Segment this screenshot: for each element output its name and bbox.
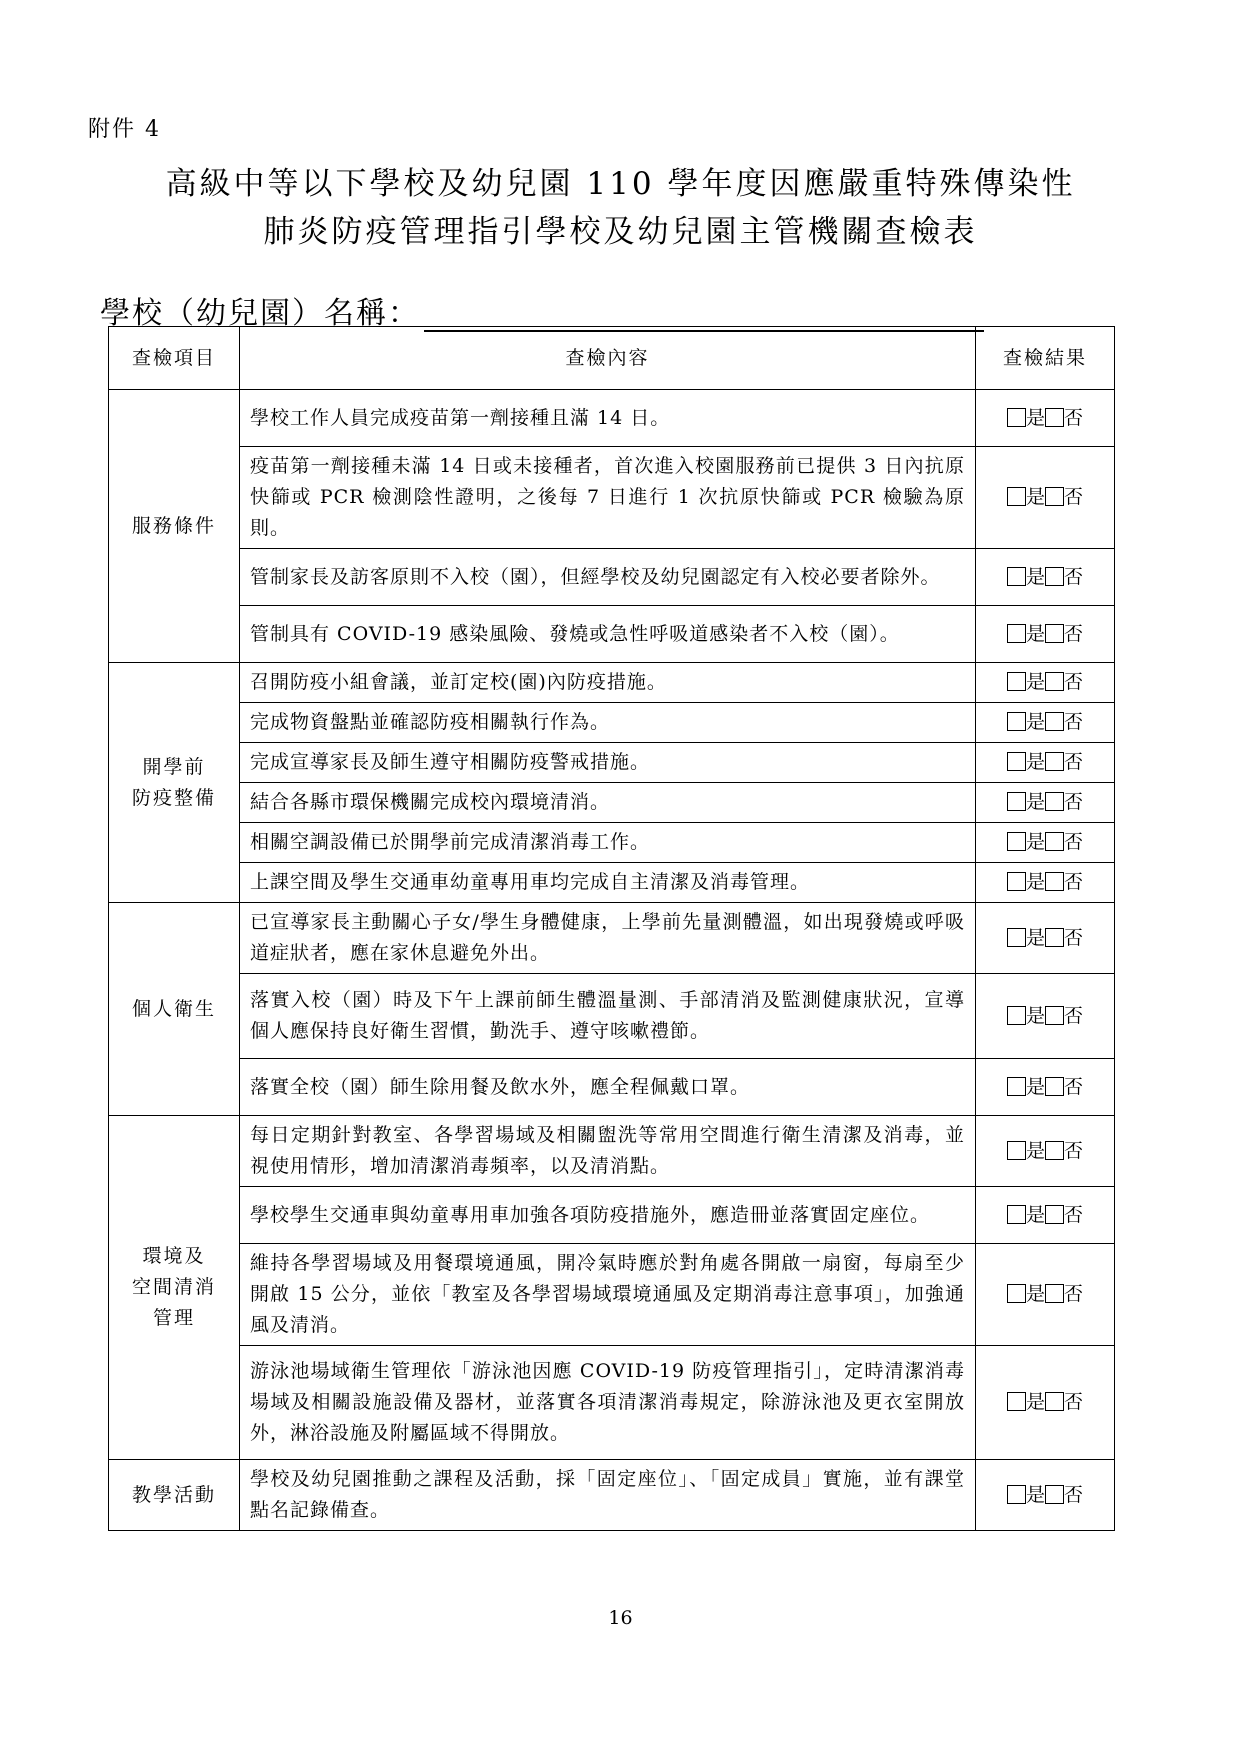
check-content: 落實全校（園）師生除用餐及飲水外，應全程佩戴口罩。 xyxy=(240,1059,976,1116)
yes-label: 是 xyxy=(1025,622,1045,645)
no-label: 否 xyxy=(1064,926,1084,949)
check-result xyxy=(976,783,1115,823)
checklist-table xyxy=(108,326,1115,1531)
yes-label: 是 xyxy=(1025,565,1045,588)
table-row xyxy=(109,1346,1115,1460)
no-label: 否 xyxy=(1064,565,1084,588)
yes-label: 是 xyxy=(1025,1483,1045,1506)
table-row xyxy=(109,549,1115,606)
no-label: 否 xyxy=(1064,671,1084,693)
yes-label: 是 xyxy=(1025,1283,1045,1305)
category-label: 開學前 xyxy=(142,755,206,778)
category-cell xyxy=(109,663,240,903)
check-result xyxy=(976,903,1115,974)
yes-label: 是 xyxy=(1025,751,1045,773)
check-result xyxy=(976,863,1115,903)
table-row xyxy=(109,1460,1115,1531)
yes-checkbox[interactable] xyxy=(1007,1006,1026,1025)
yes-checkbox[interactable] xyxy=(1007,712,1026,731)
category-label: 防疫整備 xyxy=(131,786,216,809)
yes-checkbox[interactable] xyxy=(1007,928,1026,947)
yes-checkbox[interactable] xyxy=(1007,872,1026,891)
category-label: 環境及 xyxy=(142,1245,206,1267)
yes-label: 是 xyxy=(1025,486,1045,508)
school-name-label: 學校（幼兒園）名稱： xyxy=(100,296,420,331)
no-checkbox[interactable] xyxy=(1045,872,1064,891)
yes-label: 是 xyxy=(1025,1075,1045,1098)
no-checkbox[interactable] xyxy=(1045,1485,1064,1504)
check-content: 召開防疫小組會議，並訂定校(園)內防疫措施。 xyxy=(240,663,976,703)
check-content: 完成物資盤點並確認防疫相關執行作為。 xyxy=(240,703,976,743)
page-number: 16 xyxy=(608,1607,633,1629)
no-checkbox[interactable] xyxy=(1045,1141,1064,1160)
yes-label: 是 xyxy=(1025,926,1045,949)
yes-checkbox[interactable] xyxy=(1007,1392,1026,1411)
check-result xyxy=(976,743,1115,783)
no-label: 否 xyxy=(1064,1203,1084,1226)
no-checkbox[interactable] xyxy=(1045,408,1064,427)
yes-label: 是 xyxy=(1025,831,1045,853)
table-row xyxy=(109,1244,1115,1346)
check-content: 已宣導家長主動關心子女/學生身體健康，上學前先量測體溫，如出現發燒或呼吸道症狀者，應在家休息避免外出。 xyxy=(240,903,976,974)
check-result xyxy=(976,1059,1115,1116)
yes-label: 是 xyxy=(1025,406,1045,429)
check-content: 相關空調設備已於開學前完成清潔消毒工作。 xyxy=(240,823,976,863)
yes-checkbox[interactable] xyxy=(1007,752,1026,771)
check-content: 管制具有 COVID-19 感染風險、發燒或急性呼吸道感染者不入校（園）。 xyxy=(240,606,976,663)
category-label: 空間清消 xyxy=(131,1276,216,1298)
no-label: 否 xyxy=(1064,1004,1084,1027)
yes-checkbox[interactable] xyxy=(1007,487,1026,506)
no-checkbox[interactable] xyxy=(1045,1284,1064,1303)
check-content: 管制家長及訪客原則不入校（園），但經學校及幼兒園認定有入校必要者除外。 xyxy=(240,549,976,606)
category-label: 管理 xyxy=(152,1307,195,1329)
no-checkbox[interactable] xyxy=(1045,1205,1064,1224)
no-label: 否 xyxy=(1064,751,1084,773)
check-content: 學校學生交通車與幼童專用車加強各項防疫措施外，應造冊並落實固定座位。 xyxy=(240,1187,976,1244)
check-content: 結合各縣市環保機關完成校內環境清消。 xyxy=(240,783,976,823)
table-row xyxy=(109,974,1115,1059)
header-category: 查檢項目 xyxy=(109,327,240,390)
document-title-line-2: 肺炎防疫管理指引學校及幼兒園主管機關查檢表 xyxy=(263,214,978,250)
check-content: 完成宣導家長及師生遵守相關防疫警戒措施。 xyxy=(240,743,976,783)
table-row xyxy=(109,903,1115,974)
category-cell xyxy=(109,1460,240,1531)
table-row xyxy=(109,390,1115,447)
yes-checkbox[interactable] xyxy=(1007,1485,1026,1504)
check-result xyxy=(976,606,1115,663)
attachment-label: 附件 4 xyxy=(88,117,161,142)
no-label: 否 xyxy=(1064,406,1084,429)
yes-checkbox[interactable] xyxy=(1007,1077,1026,1096)
no-checkbox[interactable] xyxy=(1045,487,1064,506)
check-result xyxy=(976,1116,1115,1187)
table-row xyxy=(109,606,1115,663)
no-checkbox[interactable] xyxy=(1045,928,1064,947)
check-result xyxy=(976,703,1115,743)
yes-checkbox[interactable] xyxy=(1007,792,1026,811)
yes-label: 是 xyxy=(1025,1203,1045,1226)
table-row xyxy=(109,823,1115,863)
no-label: 否 xyxy=(1064,1391,1084,1413)
category-label: 服務條件 xyxy=(131,514,216,537)
yes-label: 是 xyxy=(1025,1139,1045,1162)
check-result xyxy=(976,974,1115,1059)
check-content: 每日定期針對教室、各學習場域及相關盥洗等常用空間進行衛生清潔及消毒，並視使用情形，增加清潔消毒頻率，以及清消點。 xyxy=(240,1116,976,1187)
table-row xyxy=(109,1059,1115,1116)
table-row xyxy=(109,783,1115,823)
check-result xyxy=(976,823,1115,863)
check-content: 維持各學習場域及用餐環境通風，開冷氣時應於對角處各開啟一扇窗，每扇至少開啟 15 公分，並依「教室及各學習場域環境通風及定期消毒注意事項」，加強通風及清消。 xyxy=(240,1244,976,1346)
check-result xyxy=(976,1460,1115,1531)
no-label: 否 xyxy=(1064,791,1084,813)
no-checkbox[interactable] xyxy=(1045,624,1064,643)
check-result xyxy=(976,1244,1115,1346)
table-header-row xyxy=(109,327,1115,390)
checklist-body xyxy=(109,390,1115,1531)
document-title-line-1: 高級中等以下學校及幼兒園 110 學年度因應嚴重特殊傳染性 xyxy=(165,166,1076,202)
check-content: 上課空間及學生交通車幼童專用車均完成自主清潔及消毒管理。 xyxy=(240,863,976,903)
no-label: 否 xyxy=(1064,711,1084,733)
table-row xyxy=(109,1116,1115,1187)
no-checkbox[interactable] xyxy=(1045,792,1064,811)
table-row xyxy=(109,1187,1115,1244)
table-row xyxy=(109,663,1115,703)
no-label: 否 xyxy=(1064,622,1084,645)
check-result xyxy=(976,1187,1115,1244)
yes-label: 是 xyxy=(1025,711,1045,733)
category-label: 教學活動 xyxy=(131,1483,216,1506)
check-content: 游泳池場域衛生管理依「游泳池因應 COVID-19 防疫管理指引」，定時清潔消毒場域及相關設施設備及器材，並落實各項清潔消毒規定，除游泳池及更衣室開放外，淋浴設施及附屬區域不得開放。 xyxy=(240,1346,976,1460)
yes-label: 是 xyxy=(1025,1004,1045,1027)
header-result: 查檢結果 xyxy=(976,327,1115,390)
no-checkbox[interactable] xyxy=(1045,832,1064,851)
category-label: 個人衛生 xyxy=(131,997,216,1020)
yes-checkbox[interactable] xyxy=(1007,672,1026,691)
category-cell xyxy=(109,1116,240,1460)
no-label: 否 xyxy=(1064,831,1084,853)
no-label: 否 xyxy=(1064,1139,1084,1162)
no-label: 否 xyxy=(1064,1483,1084,1506)
table-row xyxy=(109,863,1115,903)
yes-label: 是 xyxy=(1025,871,1045,893)
yes-checkbox[interactable] xyxy=(1007,1141,1026,1160)
check-content: 落實入校（園）時及下午上課前師生體溫量測、手部清消及監測健康狀況，宣導個人應保持良好衛生習慣，勤洗手、遵守咳嗽禮節。 xyxy=(240,974,976,1059)
check-result xyxy=(976,1346,1115,1460)
check-result xyxy=(976,447,1115,549)
no-checkbox[interactable] xyxy=(1045,712,1064,731)
yes-checkbox[interactable] xyxy=(1007,567,1026,586)
no-checkbox[interactable] xyxy=(1045,1392,1064,1411)
category-cell xyxy=(109,390,240,663)
yes-label: 是 xyxy=(1025,671,1045,693)
check-content: 學校工作人員完成疫苗第一劑接種且滿 14 日。 xyxy=(240,390,976,447)
no-label: 否 xyxy=(1064,871,1084,893)
no-checkbox[interactable] xyxy=(1045,1077,1064,1096)
yes-checkbox[interactable] xyxy=(1007,1284,1026,1303)
category-cell xyxy=(109,903,240,1116)
no-checkbox[interactable] xyxy=(1045,672,1064,691)
no-checkbox[interactable] xyxy=(1045,752,1064,771)
yes-checkbox[interactable] xyxy=(1007,408,1026,427)
no-checkbox[interactable] xyxy=(1045,1006,1064,1025)
yes-label: 是 xyxy=(1025,791,1045,813)
table-row xyxy=(109,447,1115,549)
no-label: 否 xyxy=(1064,486,1084,508)
check-result xyxy=(976,390,1115,447)
check-content: 疫苗第一劑接種未滿 14 日或未接種者，首次進入校園服務前已提供 3 日內抗原快篩或 PCR 檢測陰性證明，之後每 7 日進行 1 次抗原快篩或 PCR 檢驗為原則。 xyxy=(240,447,976,549)
header-content: 查檢內容 xyxy=(240,327,976,390)
yes-checkbox[interactable] xyxy=(1007,1205,1026,1224)
check-result xyxy=(976,663,1115,703)
table-row xyxy=(109,743,1115,783)
yes-checkbox[interactable] xyxy=(1007,624,1026,643)
no-label: 否 xyxy=(1064,1283,1084,1305)
no-checkbox[interactable] xyxy=(1045,567,1064,586)
check-result xyxy=(976,549,1115,606)
check-content: 學校及幼兒園推動之課程及活動，採「固定座位」、「固定成員」實施，並有課堂點名記錄備查。 xyxy=(240,1460,976,1531)
yes-label: 是 xyxy=(1025,1391,1045,1413)
no-label: 否 xyxy=(1064,1075,1084,1098)
yes-checkbox[interactable] xyxy=(1007,832,1026,851)
table-row xyxy=(109,703,1115,743)
